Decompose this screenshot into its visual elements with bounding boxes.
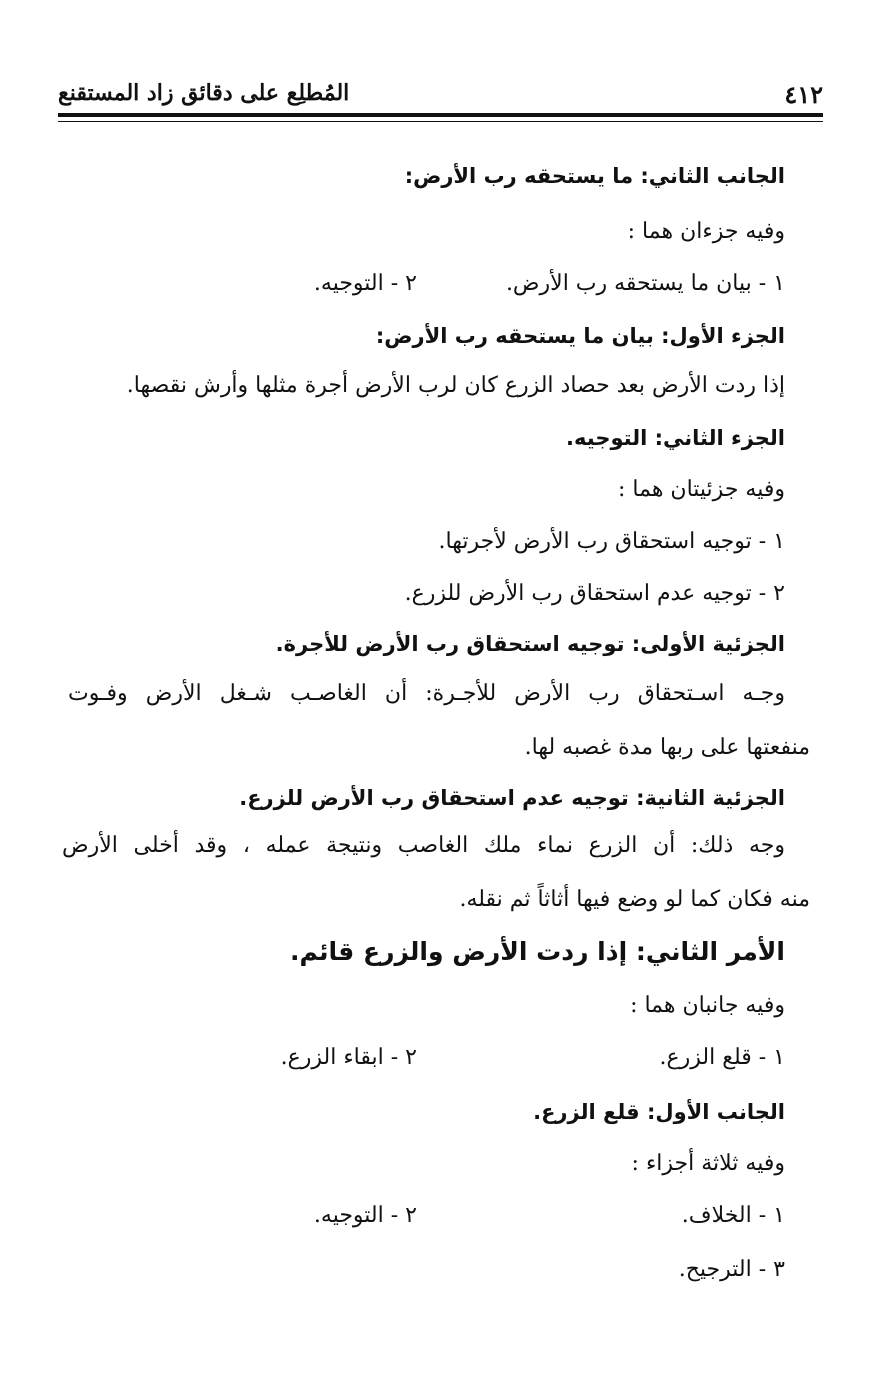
subsection-heading: الجزء الثاني: التوجيه.	[566, 426, 785, 450]
section-heading: الجانب الثاني: ما يستحقه رب الأرض:	[404, 164, 785, 188]
subsection-heading: الجزء الأول: بيان ما يستحقه رب الأرض:	[375, 324, 785, 348]
header-rule-thin	[58, 121, 823, 122]
list-item: ١ - بيان ما يستحقه رب الأرض.	[505, 271, 785, 296]
list-item: ١ - توجيه استحقاق رب الأرض لأجرتها.	[438, 529, 785, 554]
page-number: ٤١٢	[784, 80, 823, 109]
section-heading: الجانب الأول: قلع الزرع.	[533, 1100, 785, 1124]
section-heading: الأمر الثاني: إذا ردت الأرض والزرع قائم.	[290, 937, 785, 966]
list-item: ٢ - التوجيه.	[313, 271, 417, 296]
paragraph-line: منفعتها على ربها مدة غصبه لها.	[524, 735, 810, 760]
paragraph-line: وفيه جانبان هما :	[630, 993, 785, 1018]
list-item: ٣ - الترجيح.	[678, 1257, 785, 1282]
list-item: ١ - قلع الزرع.	[659, 1045, 785, 1070]
running-title: المُطلِع على دقائق زاد المستقنع	[58, 80, 350, 106]
paragraph-line: منه فكان كما لو وضع فيها أثاثاً ثم نقله.	[459, 887, 810, 912]
paragraph-line: وفيه جزءان هما :	[627, 219, 785, 244]
paragraph-line: وجـه اسـتحقاق رب الأرض للأجـرة: أن الغاصـب شـغل الأرض وفـوت	[68, 681, 785, 706]
paragraph-line: وفيه جزئيتان هما :	[618, 477, 785, 502]
paragraph-line: إذا ردت الأرض بعد حصاد الزرع كان لرب الأرض أجرة مثلها وأرش نقصها.	[126, 373, 785, 398]
list-item: ١ - الخلاف.	[681, 1203, 785, 1228]
header-rule-thick	[58, 113, 823, 117]
list-item: ٢ - توجيه عدم استحقاق رب الأرض للزرع.	[404, 581, 785, 606]
list-item: ٢ - التوجيه.	[313, 1203, 417, 1228]
paragraph-line: وفيه ثلاثة أجزاء :	[631, 1151, 785, 1176]
paragraph-line: وجه ذلك: أن الزرع نماء ملك الغاصب ونتيجة عمله ، وقد أخلى الأرض	[62, 833, 785, 858]
subsection-heading: الجزئية الثانية: توجيه عدم استحقاق رب الأرض للزرع.	[239, 786, 785, 810]
list-item: ٢ - ابقاء الزرع.	[280, 1045, 417, 1070]
subsection-heading: الجزئية الأولى: توجيه استحقاق رب الأرض للأجرة.	[275, 632, 785, 656]
page-header	[58, 80, 823, 110]
